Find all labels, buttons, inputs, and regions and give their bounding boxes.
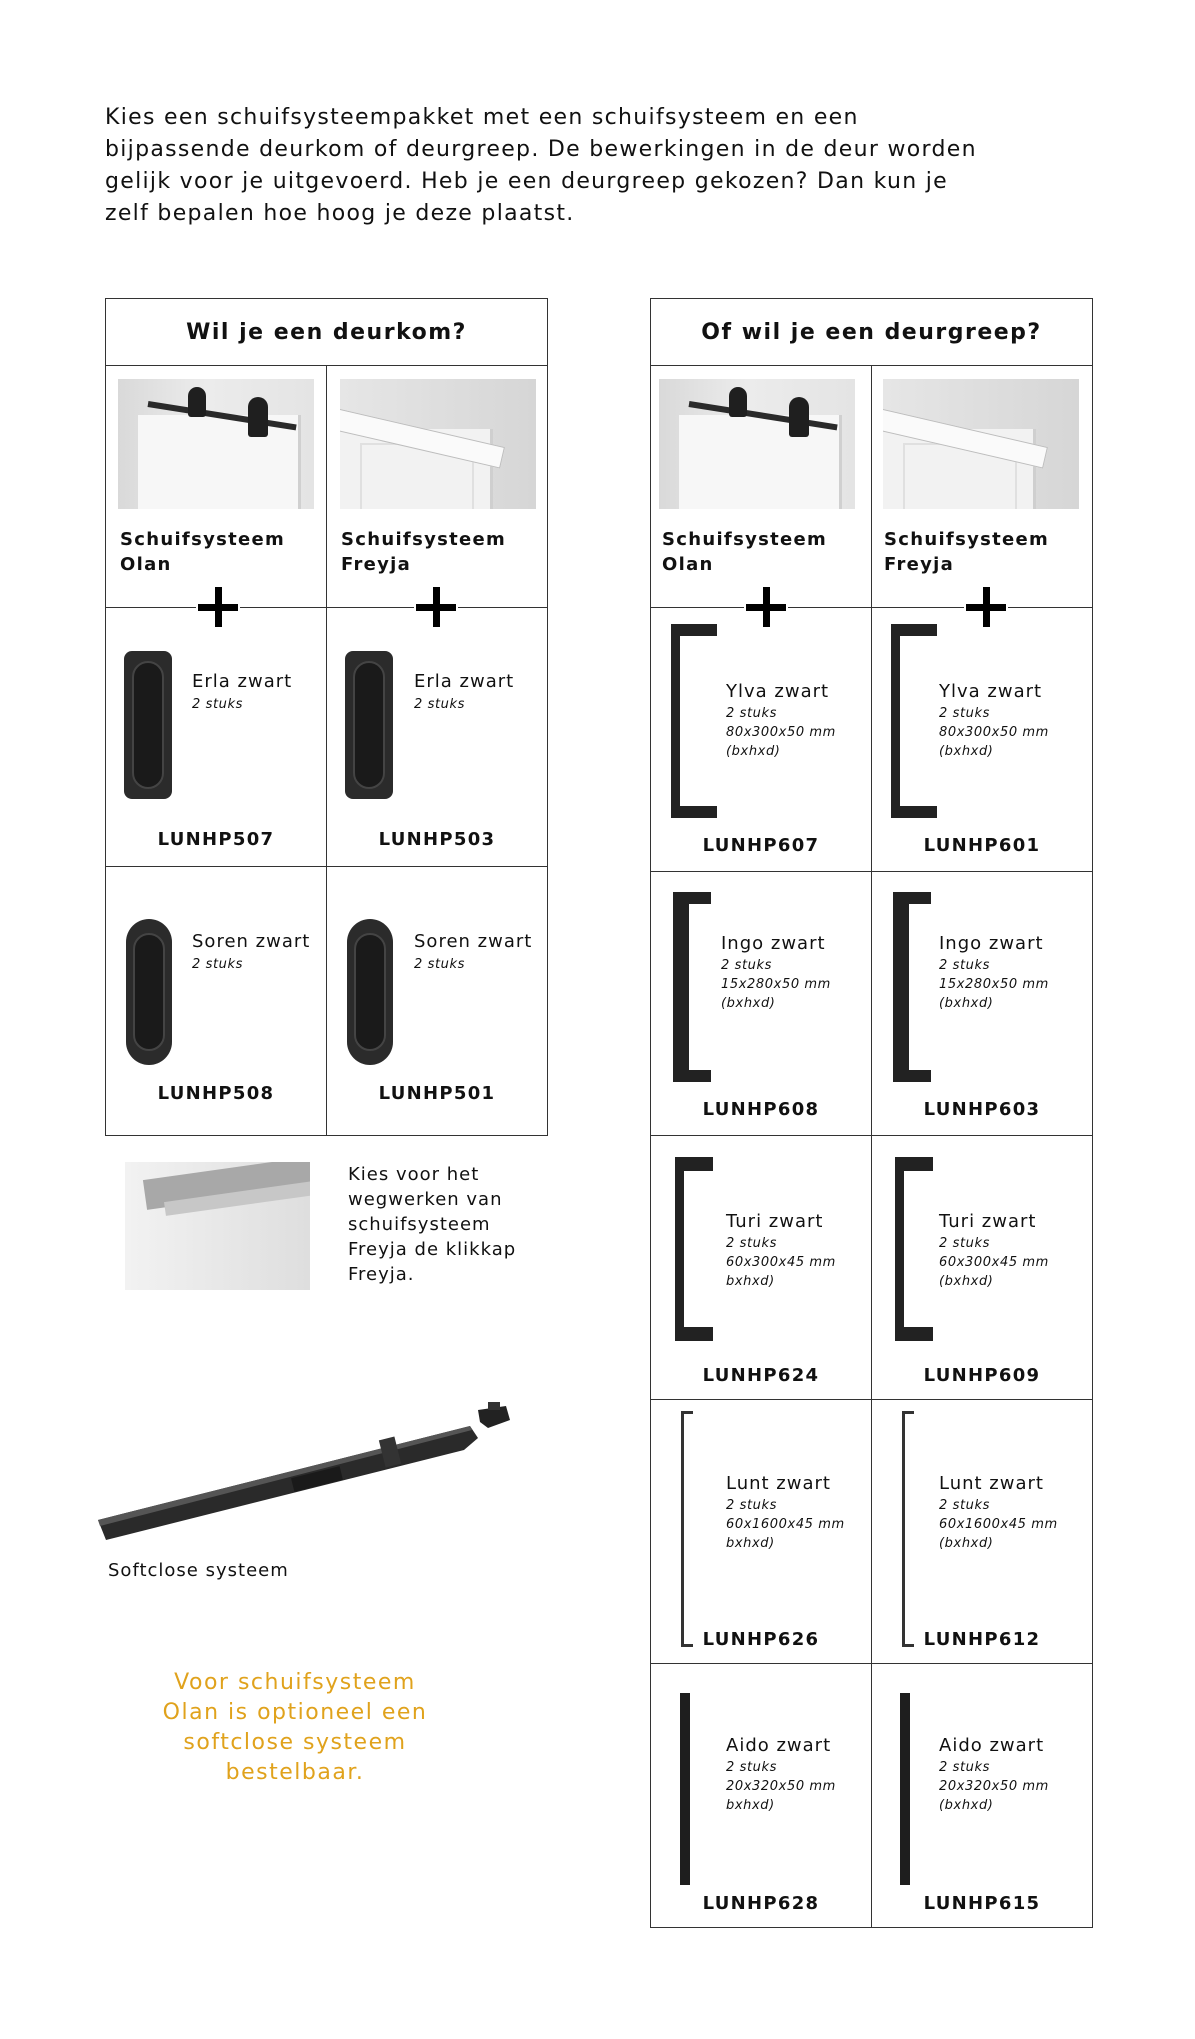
plus-icon bbox=[196, 585, 240, 629]
product-code: LUNHP601 bbox=[923, 835, 1041, 856]
product-code: LUNHP628 bbox=[702, 1893, 820, 1914]
product-code: LUNHP624 bbox=[702, 1365, 820, 1386]
product-name: Aido zwart bbox=[939, 1735, 1045, 1756]
row-divider bbox=[651, 871, 1092, 872]
product-code: LUNHP501 bbox=[378, 1083, 496, 1104]
plus-separator-line bbox=[651, 607, 1092, 608]
aido-handle-icon bbox=[900, 1693, 910, 1885]
softclose-mechanism-photo bbox=[92, 1402, 524, 1542]
product-code: LUNHP507 bbox=[157, 829, 275, 850]
system-caption-olan: Schuifsysteem Olan bbox=[662, 529, 828, 575]
product-detail: 2 stuks bbox=[414, 697, 466, 712]
product-detail: 2 stuks 80x300x50 mm (bxhxd) bbox=[939, 706, 1049, 759]
product-detail: 2 stuks 60x1600x45 mm bxhxd) bbox=[726, 1498, 845, 1551]
intro-line: bijpassende deurkom of deurgreep. De bewerkingen in de deur worden bbox=[105, 137, 977, 162]
softclose-note: Voor schuifsysteem Olan is optioneel een softclose systeem bestelbaar. bbox=[162, 1670, 428, 1785]
product-detail: 2 stuks 60x1600x45 mm (bxhxd) bbox=[939, 1498, 1058, 1551]
product-name: Erla zwart bbox=[192, 671, 293, 692]
intro-line: Kies een schuifsysteempakket met een schuifsysteem en een bbox=[105, 105, 859, 130]
deurgreep-table-title: Of wil je een deurgreep? bbox=[651, 299, 1092, 366]
product-detail: 2 stuks 15x280x50 mm (bxhxd) bbox=[721, 958, 831, 1011]
product-detail: 2 stuks bbox=[192, 957, 244, 972]
product-detail: 2 stuks 60x300x45 mm (bxhxd) bbox=[939, 1236, 1049, 1289]
round-flush-pull-icon bbox=[347, 919, 393, 1065]
product-name: Lunt zwart bbox=[939, 1473, 1044, 1494]
product-name: Soren zwart bbox=[192, 931, 311, 952]
ylva-handle-icon bbox=[671, 624, 717, 818]
klikkap-photo bbox=[125, 1162, 310, 1290]
row-divider bbox=[651, 1135, 1092, 1136]
olan-rail-photo bbox=[118, 379, 314, 509]
product-detail: 2 stuks 20x320x50 mm bxhxd) bbox=[726, 1760, 836, 1813]
olan-rail-photo bbox=[659, 379, 855, 509]
product-code: LUNHP607 bbox=[702, 835, 820, 856]
freyja-rail-photo bbox=[883, 379, 1079, 509]
plus-icon bbox=[414, 585, 458, 629]
plus-separator-line bbox=[106, 607, 547, 608]
product-code: LUNHP603 bbox=[923, 1099, 1041, 1120]
intro-line: gelijk voor je uitgevoerd. Heb je een deurgreep gekozen? Dan kun je bbox=[105, 169, 948, 194]
deurkom-table bbox=[105, 298, 548, 1136]
product-name: Ingo zwart bbox=[721, 933, 826, 954]
product-detail: 2 stuks 15x280x50 mm (bxhxd) bbox=[939, 958, 1049, 1011]
product-name: Turi zwart bbox=[939, 1211, 1037, 1232]
freyja-rail-photo bbox=[340, 379, 536, 509]
ingo-handle-icon bbox=[893, 892, 931, 1082]
ingo-handle-icon bbox=[673, 892, 711, 1082]
softclose-caption: Softclose systeem bbox=[108, 1560, 289, 1581]
product-name: Ylva zwart bbox=[939, 681, 1043, 702]
deurkom-table-title: Wil je een deurkom? bbox=[106, 299, 547, 366]
product-detail: 2 stuks 20x320x50 mm (bxhxd) bbox=[939, 1760, 1049, 1813]
plus-icon bbox=[964, 585, 1008, 629]
product-detail: 2 stuks 60x300x45 mm bxhxd) bbox=[726, 1236, 836, 1289]
plus-icon bbox=[744, 585, 788, 629]
system-caption-olan: Schuifsysteem Olan bbox=[120, 529, 286, 575]
lunt-handle-icon bbox=[681, 1411, 693, 1647]
lunt-handle-icon bbox=[902, 1411, 914, 1647]
product-code: LUNHP615 bbox=[923, 1893, 1041, 1914]
intro-line: zelf bepalen hoe hoog je deze plaatst. bbox=[105, 201, 575, 226]
oval-flush-pull-icon bbox=[124, 651, 172, 799]
product-name: Lunt zwart bbox=[726, 1473, 831, 1494]
product-name: Ylva zwart bbox=[726, 681, 830, 702]
round-flush-pull-icon bbox=[126, 919, 172, 1065]
klikkap-text: Kies voor het wegwerken van schuifsysteem Freyja de klikkap Freyja. bbox=[348, 1164, 517, 1285]
row-divider bbox=[106, 866, 547, 867]
row-divider bbox=[651, 1663, 1092, 1664]
product-name: Aido zwart bbox=[726, 1735, 832, 1756]
deurgreep-table bbox=[650, 298, 1093, 1928]
column-divider bbox=[326, 365, 327, 1135]
product-code: LUNHP503 bbox=[378, 829, 496, 850]
product-detail: 2 stuks bbox=[192, 697, 244, 712]
product-code: LUNHP609 bbox=[923, 1365, 1041, 1386]
product-name: Turi zwart bbox=[726, 1211, 824, 1232]
turi-handle-icon bbox=[675, 1157, 713, 1341]
product-code: LUNHP508 bbox=[157, 1083, 275, 1104]
product-detail: 2 stuks bbox=[414, 957, 466, 972]
product-name: Ingo zwart bbox=[939, 933, 1044, 954]
system-caption-freyja: Schuifsysteem Freyja bbox=[884, 529, 1050, 575]
ylva-handle-icon bbox=[891, 624, 937, 818]
product-name: Erla zwart bbox=[414, 671, 515, 692]
row-divider bbox=[651, 1399, 1092, 1400]
product-name: Soren zwart bbox=[414, 931, 533, 952]
system-caption-freyja: Schuifsysteem Freyja bbox=[341, 529, 507, 575]
column-divider bbox=[871, 365, 872, 1927]
oval-flush-pull-icon bbox=[345, 651, 393, 799]
product-code: LUNHP608 bbox=[702, 1099, 820, 1120]
intro-paragraph bbox=[105, 102, 1005, 230]
product-code: LUNHP612 bbox=[923, 1629, 1041, 1650]
turi-handle-icon bbox=[895, 1157, 933, 1341]
aido-handle-icon bbox=[680, 1693, 690, 1885]
product-code: LUNHP626 bbox=[702, 1629, 820, 1650]
product-detail: 2 stuks 80x300x50 mm (bxhxd) bbox=[726, 706, 836, 759]
